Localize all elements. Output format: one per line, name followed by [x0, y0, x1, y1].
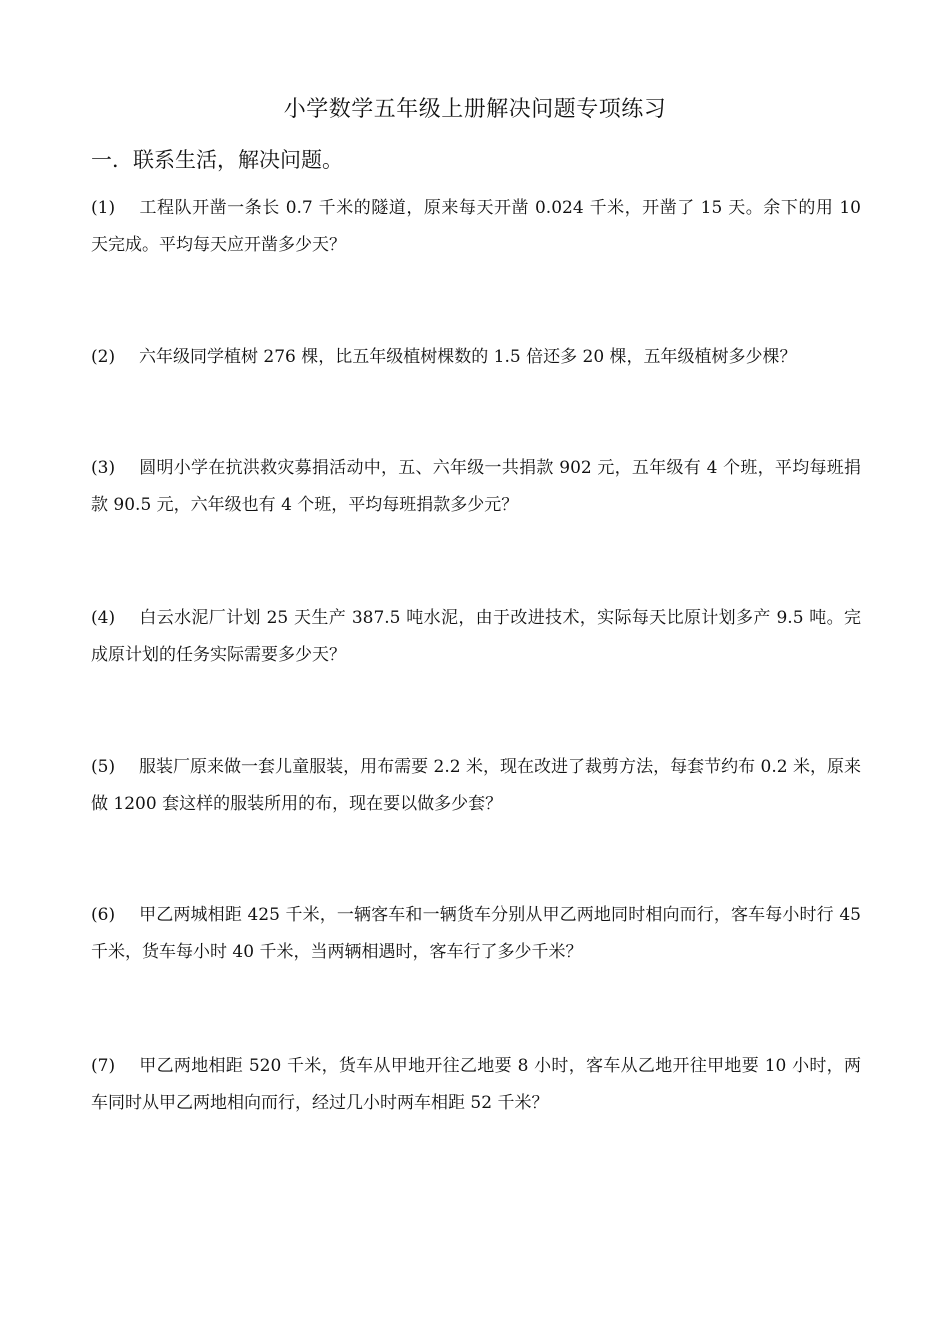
problem-4: [91, 600, 861, 674]
problem-text: 白云水泥厂计划 25 天生产 387.5 吨水泥，由于改进技术，实际每天比原计划多产 9.5 吨。完成原计划的任务实际需要多少天？: [91, 608, 861, 665]
problem-text: 六年级同学植树 276 棵，比五年级植树棵数的 1.5 倍还多 20 棵，五年级植树多少棵？: [139, 347, 797, 367]
problem-text: 甲乙两城相距 425 千米，一辆客车和一辆货车分别从甲乙两地同时相向而行，客车每小时行 45 千米，货车每小时 40 千米，当两辆相遇时，客车行了多少千米？: [91, 905, 861, 962]
problem-7: [91, 1048, 861, 1122]
problem-text: 圆明小学在抗洪救灾募捐活动中，五、六年级一共捐款 902 元，五年级有 4 个班，平均每班捐款 90.5 元，六年级也有 4 个班，平均每班捐款多少元？: [91, 458, 861, 515]
problem-6: [91, 897, 861, 971]
problem-5: [91, 749, 861, 823]
problem-number: (3): [91, 458, 116, 478]
problem-text: 甲乙两地相距 520 千米，货车从甲地开往乙地要 8 小时，客车从乙地开往甲地要 10 小时，两车同时从甲乙两地相向而行，经过几小时两车相距 52 千米？: [91, 1056, 861, 1113]
problem-text: 服装厂原来做一套儿童服装，用布需要 2.2 米，现在改进了裁剪方法，每套节约布 0.2 米，原来做 1200 套这样的服装所用的布，现在要以做多少套？: [91, 757, 861, 814]
problem-2: [91, 339, 861, 376]
problem-1: [91, 190, 861, 264]
page-title: 小学数学五年级上册解决问题专项练习: [283, 97, 667, 122]
problem-3: [91, 450, 861, 524]
problem-number: (7): [91, 1056, 116, 1076]
problem-number: (2): [91, 347, 116, 367]
problem-number: (4): [91, 608, 116, 628]
problem-number: (1): [91, 198, 116, 218]
problem-text: 工程队开凿一条长 0.7 千米的隧道，原来每天开凿 0.024 千米，开凿了 15 天。余下的用 10 天完成。平均每天应开凿多少天？: [91, 198, 861, 255]
section-heading: 一．联系生活，解决问题。: [91, 148, 343, 172]
problem-number: (5): [91, 757, 116, 777]
problem-number: (6): [91, 905, 116, 925]
